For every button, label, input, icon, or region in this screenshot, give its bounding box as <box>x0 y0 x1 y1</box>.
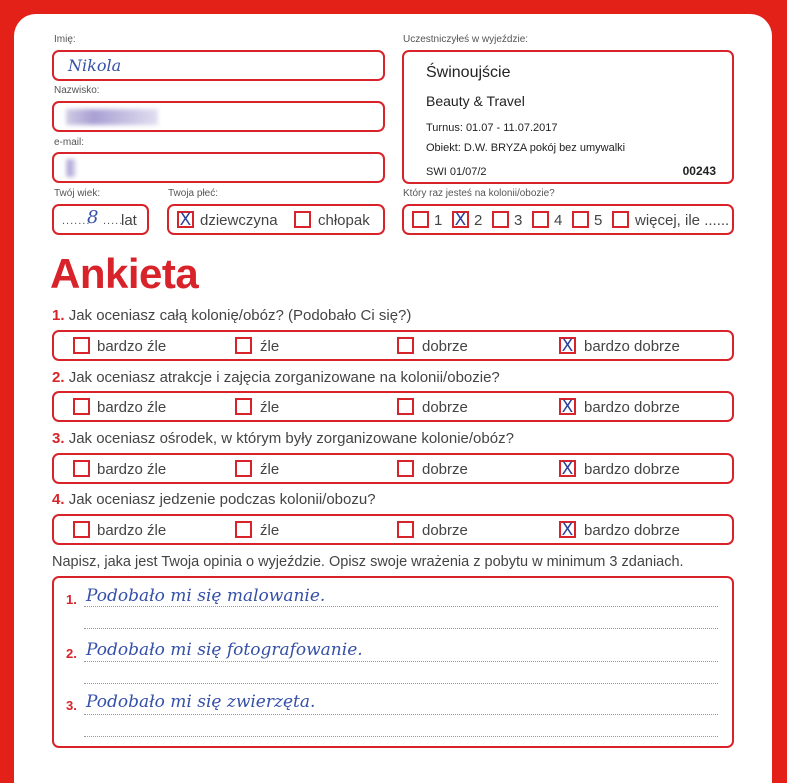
question-4-num: 4. <box>52 491 65 508</box>
q1-opt4-checkbox[interactable]: X <box>559 337 576 354</box>
opinion-text-3: Podobało mi się zwierzęta. <box>86 692 316 712</box>
q3-opt1-checkbox[interactable] <box>73 460 90 477</box>
q4-opt3-label: dobrze <box>422 522 468 539</box>
surname-label: Nazwisko: <box>54 85 100 96</box>
opinion-line-1b <box>84 628 718 629</box>
q3-opt3-label: dobrze <box>422 461 468 478</box>
redacted-email <box>66 159 76 177</box>
question-3-options <box>52 453 734 484</box>
q1-opt1-checkbox[interactable] <box>73 337 90 354</box>
age-field[interactable] <box>52 204 149 235</box>
opinion-num-3: 3. <box>66 698 77 713</box>
q2-opt4-checkbox[interactable]: X <box>559 398 576 415</box>
times-more-label: więcej, ile ...... <box>635 212 730 229</box>
question-2-options <box>52 391 734 422</box>
question-2-text: Jak oceniasz atrakcje i zajęcia zorganizowane na kolonii/obozie? <box>68 369 500 386</box>
question-3 <box>52 430 514 447</box>
email-field[interactable] <box>52 152 385 183</box>
question-4 <box>52 491 376 508</box>
q3-opt3-checkbox[interactable] <box>397 460 414 477</box>
times-1-checkbox[interactable] <box>412 211 429 228</box>
gender-boy-label: chłopak <box>318 212 370 229</box>
times-3-checkbox[interactable] <box>492 211 509 228</box>
question-2-num: 2. <box>52 369 65 386</box>
q3-opt1-label: bardzo źle <box>97 461 167 478</box>
q2-opt3-label: dobrze <box>422 399 468 416</box>
times-4-label: 4 <box>554 212 563 229</box>
times-1-label: 1 <box>434 212 443 229</box>
q4-opt4-checkbox[interactable]: X <box>559 521 576 538</box>
times-2-checkbox[interactable]: X <box>452 211 469 228</box>
q1-opt2-label: źle <box>260 338 280 355</box>
q1-opt2-checkbox[interactable] <box>235 337 252 354</box>
q4-opt2-label: źle <box>260 522 280 539</box>
email-label: e-mail: <box>54 137 85 148</box>
trip-program: Beauty & Travel <box>426 93 525 109</box>
gender-girl-checkbox[interactable]: X <box>177 211 194 228</box>
redacted-surname <box>66 109 158 125</box>
age-label: Twój wiek: <box>54 188 101 199</box>
opinion-text-1: Podobało mi się malowanie. <box>86 586 326 606</box>
times-3-label: 3 <box>514 212 523 229</box>
name-field[interactable] <box>52 50 385 81</box>
age-unit: lat <box>121 212 137 229</box>
question-4-text: Jak oceniasz jedzenie podczas kolonii/obozu? <box>68 491 376 508</box>
gender-boy-checkbox[interactable] <box>294 211 311 228</box>
trip-obiekt: Obiekt: D.W. BRYZA pokój bez umywalki <box>426 142 626 154</box>
trip-city: Świnoujście <box>426 64 511 81</box>
question-3-text: Jak oceniasz ośrodek, w którym były zorganizowane kolonie/obóz? <box>68 430 514 447</box>
q1-opt3-checkbox[interactable] <box>397 337 414 354</box>
opinion-num-2: 2. <box>66 646 77 661</box>
gender-label: Twoja płeć: <box>168 188 219 199</box>
question-3-num: 3. <box>52 430 65 447</box>
q4-opt4-label: bardzo dobrze <box>584 522 680 539</box>
gender-field <box>167 204 385 235</box>
q4-opt3-checkbox[interactable] <box>397 521 414 538</box>
trip-turnus: Turnus: 01.07 - 11.07.2017 <box>426 122 558 134</box>
name-value: Nikola <box>68 56 122 75</box>
q3-opt2-label: źle <box>260 461 280 478</box>
q3-opt4-checkbox[interactable]: X <box>559 460 576 477</box>
opinion-num-1: 1. <box>66 592 77 607</box>
q2-opt1-label: bardzo źle <box>97 399 167 416</box>
q4-opt1-checkbox[interactable] <box>73 521 90 538</box>
opinion-prompt: Napisz, jaka jest Twoja opinia o wyjeździe. Opisz swoje wrażenia z pobytu w minimum 3 zdaniach. <box>52 554 684 570</box>
question-1-num: 1. <box>52 307 65 324</box>
q2-opt3-checkbox[interactable] <box>397 398 414 415</box>
q3-opt4-label: bardzo dobrze <box>584 461 680 478</box>
q1-opt3-label: dobrze <box>422 338 468 355</box>
question-1-text: Jak oceniasz całą kolonię/obóz? (Podobało Ci się?) <box>68 307 412 324</box>
age-value: 8 <box>87 207 99 228</box>
gender-girl-label: dziewczyna <box>200 212 278 229</box>
opinion-line-2a <box>84 661 718 662</box>
q3-opt2-checkbox[interactable] <box>235 460 252 477</box>
times-4-checkbox[interactable] <box>532 211 549 228</box>
times-5-checkbox[interactable] <box>572 211 589 228</box>
q2-opt1-checkbox[interactable] <box>73 398 90 415</box>
age-dots: ....... <box>62 215 91 227</box>
times-more-checkbox[interactable] <box>612 211 629 228</box>
times-label: Który raz jesteś na kolonii/obozie? <box>403 188 555 199</box>
name-label: Imię: <box>54 34 76 45</box>
q1-opt4-label: bardzo dobrze <box>584 338 680 355</box>
question-2 <box>52 369 500 386</box>
q4-opt1-label: bardzo źle <box>97 522 167 539</box>
q1-opt1-label: bardzo źle <box>97 338 167 355</box>
question-1 <box>52 307 411 324</box>
opinion-text-2: Podobało mi się fotografowanie. <box>86 640 363 660</box>
question-4-options <box>52 514 734 545</box>
times-2-label: 2 <box>474 212 483 229</box>
times-field <box>402 204 734 235</box>
surname-field[interactable] <box>52 101 385 132</box>
trip-code: SWI 01/07/2 <box>426 166 487 178</box>
opinion-line-2b <box>84 683 718 684</box>
trip-number: 00243 <box>682 164 716 178</box>
q2-opt2-checkbox[interactable] <box>235 398 252 415</box>
opinion-line-1a <box>84 606 718 607</box>
q4-opt2-checkbox[interactable] <box>235 521 252 538</box>
question-1-options <box>52 330 734 361</box>
opinion-line-3b <box>84 736 718 737</box>
trip-box <box>402 50 734 184</box>
q2-opt2-label: źle <box>260 399 280 416</box>
age-dots-2: ..... <box>103 215 124 227</box>
opinion-line-3a <box>84 714 718 715</box>
trip-label: Uczestniczyłeś w wyjeździe: <box>403 34 529 45</box>
q2-opt4-label: bardzo dobrze <box>584 399 680 416</box>
page-title: Ankieta <box>50 250 199 297</box>
times-5-label: 5 <box>594 212 603 229</box>
